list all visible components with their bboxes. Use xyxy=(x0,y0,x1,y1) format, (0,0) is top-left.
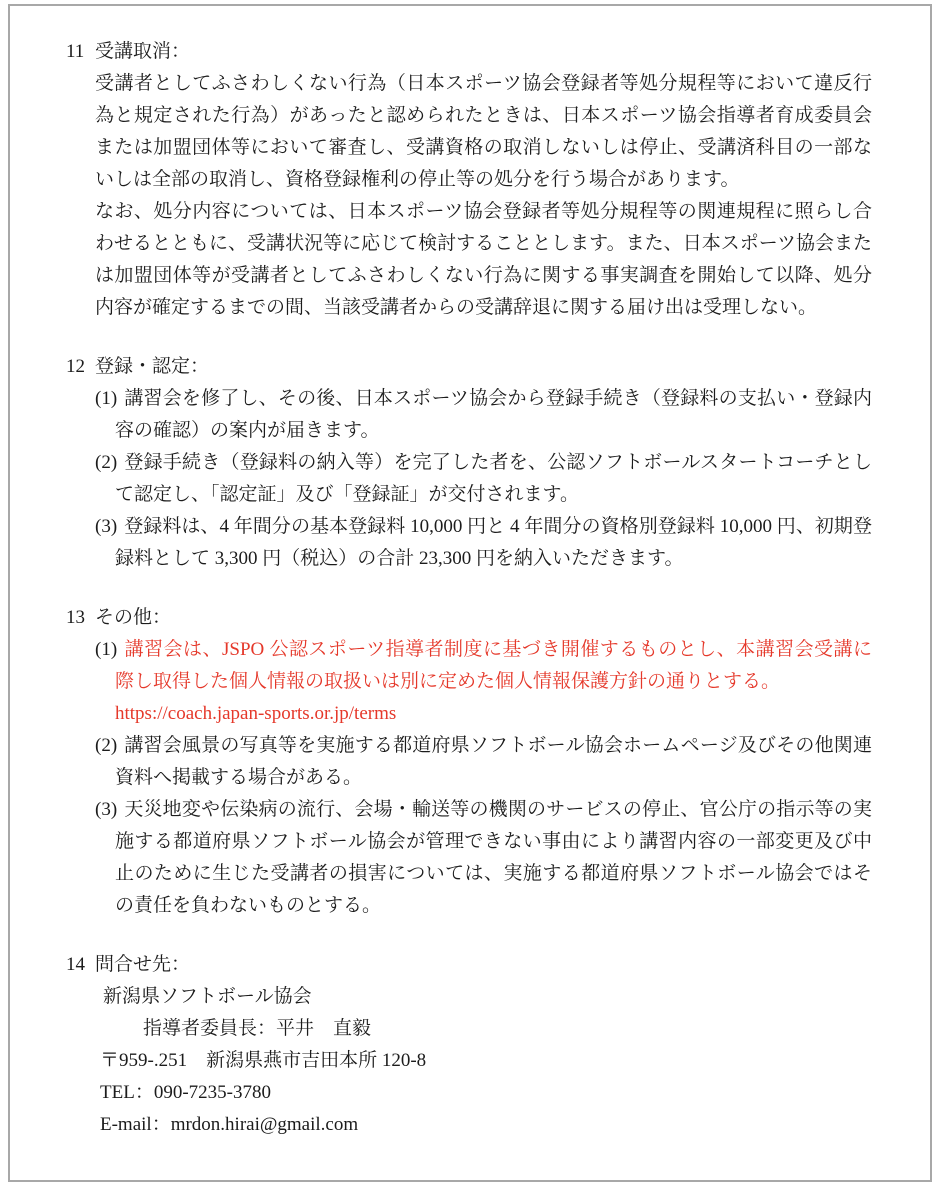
section-11-course-cancellation xyxy=(66,36,872,324)
subitem xyxy=(95,447,872,511)
section-title: 登録・認定： xyxy=(95,356,210,377)
subitem-text: 講習会風景の写真等を実施する都道府県ソフトボール協会ホームページ及びその他関連資料へ掲載する場合がある。 xyxy=(115,735,872,788)
section-number: 13 xyxy=(66,607,85,628)
subitem-marker: (1) xyxy=(95,388,118,409)
document-content xyxy=(66,36,872,1141)
document-page xyxy=(8,4,932,1182)
subitem xyxy=(95,511,872,575)
subitem-marker: (2) xyxy=(95,735,118,756)
contact-organization: 新潟県ソフトボール協会 xyxy=(103,986,312,1007)
section-number: 11 xyxy=(66,41,85,62)
section-title: 問合せ先： xyxy=(95,954,191,975)
subitem-marker: (1) xyxy=(95,639,118,660)
subitem-text: 登録料は、4 年間分の基本登録料 10,000 円と 4 年間分の資格別登録料 10,000 円、初期登録料として 3,300 円（税込）の合計 23,300 円を納入いただきます。 xyxy=(115,516,872,569)
contact-phone: TEL：090-7235-3780 xyxy=(100,1082,271,1103)
contact-email: E-mail：mrdon.hirai@gmail.com xyxy=(100,1114,359,1135)
section-number: 12 xyxy=(66,356,85,377)
section-title: その他： xyxy=(95,607,172,628)
subitem-text: 講習会を修了し、その後、日本スポーツ協会から登録手続き（登録料の支払い・登録内容の確認）の案内が届きます。 xyxy=(115,388,872,441)
subitem xyxy=(95,794,872,922)
subitem-text: 登録手続き（登録料の納入等）を完了した者を、公認ソフトボールスタートコーチとして認定し、「認定証」及び「登録証」が交付されます。 xyxy=(115,452,872,505)
subitem-marker: (2) xyxy=(95,452,118,473)
section-13-others xyxy=(66,602,872,922)
subitem-privacy-notice xyxy=(95,634,872,730)
subitem xyxy=(95,730,872,794)
section-number: 14 xyxy=(66,954,85,975)
subitem-marker: (3) xyxy=(95,516,118,537)
subitem xyxy=(95,383,872,447)
subitem-text-red: 講習会は、JSPO 公認スポーツ指導者制度に基づき開催するものとし、本講習会受講に際し取得した個人情報の取扱いは別に定めた個人情報保護方針の通りとする。 xyxy=(115,639,872,692)
terms-url-link[interactable]: https://coach.japan-sports.or.jp/terms xyxy=(115,703,397,724)
subitem-marker: (3) xyxy=(95,799,118,820)
subitem-text: 天災地変や伝染病の流行、会場・輸送等の機関のサービスの停止、官公庁の指示等の実施する都道府県ソフトボール協会が管理できない事由により講習内容の一部変更及び中止のために生じた受講者の損害については、実施する都道府県ソフトボール協会ではその責任を負わないものとする。 xyxy=(115,799,872,916)
section-title: 受講取消： xyxy=(95,41,191,62)
section-12-registration-certification xyxy=(66,351,872,575)
section-14-contact xyxy=(66,949,872,1141)
contact-person: 指導者委員長：平井 直毅 xyxy=(143,1018,372,1039)
paragraph: なお、処分内容については、日本スポーツ協会登録者等処分規程等の関連規程に照らし合わせるとともに、受講状況等に応じて検討することとします。また、日本スポーツ協会または加盟団体等が受講者としてふさわしくない行為に関する事実調査を開始して以降、処分内容が確定するまでの間、当該受講者からの受講辞退に関する届け出は受理しない。 xyxy=(95,201,872,318)
paragraph: 受講者としてふさわしくない行為（日本スポーツ協会登録者等処分規程等において違反行為と規定された行為）があったと認められたときは、日本スポーツ協会指導者育成委員会または加盟団体等において審査し、受講資格の取消しないしは停止、受講済科目の一部ないしは全部の取消し、資格登録権利の停止等の処分を行う場合があります。 xyxy=(95,73,872,190)
contact-address: 〒959-.251 新潟県燕市吉田本所 120-8 xyxy=(100,1050,427,1071)
